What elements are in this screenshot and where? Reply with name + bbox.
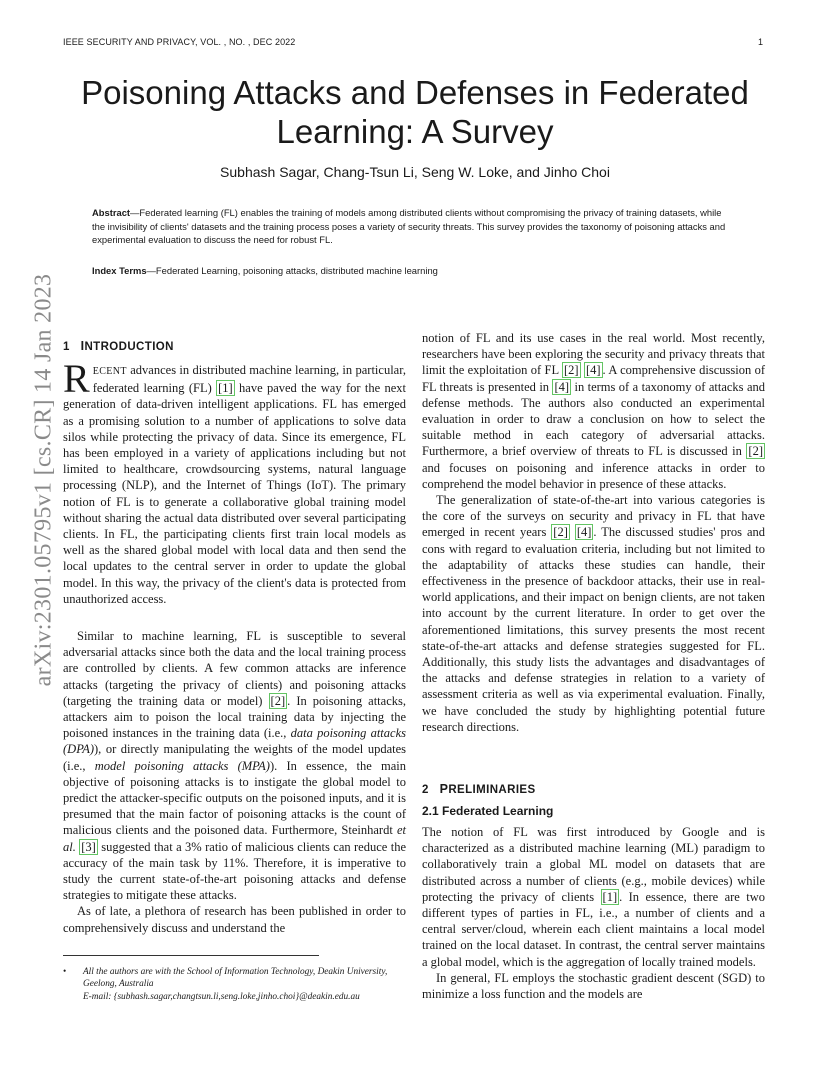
- emphasis: model poisoning attacks (MPA): [94, 758, 270, 773]
- footnote-rule: [63, 955, 319, 956]
- abstract: [92, 206, 732, 247]
- right-column-top: [422, 330, 765, 735]
- abstract-text: —Federated learning (FL) enables the training of models among distributed clients without compromising the privacy of training datasets, while the invisibility of clients' datasets and the training process poses a variety of security threats. This survey provides the taxonomy of poisoning attacks and experimental evaluation to discuss the need for robust FL.: [92, 207, 726, 246]
- paragraph: [422, 492, 765, 735]
- drop-cap: R: [63, 356, 90, 401]
- citation-link[interactable]: [2]: [553, 525, 568, 540]
- paragraph: [422, 330, 765, 492]
- running-head: IEEE SECURITY AND PRIVACY, VOL. , NO. , DEC 2022: [63, 37, 296, 47]
- text-run: in terms of a taxonomy of attacks and defense methods. The authors also conducted an experimental evaluation in order to draw a conclusion on how to select the suitable method in each category of adversarial attacks. Furthermore, a brief overview of threats to FL is discussed in: [422, 379, 765, 459]
- footnote-email: E-mail: {subhash.sagar,changtsun.li,seng.loke,jinho.choi}@deakin.edu.au: [83, 991, 360, 1002]
- citation-link[interactable]: [2]: [564, 363, 579, 378]
- citation-link[interactable]: [3]: [81, 839, 96, 854]
- text-run: advances in distributed machine learning, in particular, federated learning (FL): [92, 363, 406, 396]
- author-list: Subhash Sagar, Chang-Tsun Li, Seng W. Loke, and Jinho Choi: [220, 164, 610, 180]
- small-caps-word: ECENT: [92, 366, 127, 377]
- citation-link[interactable]: [4]: [585, 363, 601, 378]
- text-run: suggested that a 3% ratio of malicious clients can reduce the accuracy of the main task by 11%. Therefore, it is imperative to study the current state-of-the-art poisoning attacks and defense strategies to mitigate these attacks.: [63, 839, 406, 903]
- subsection-heading-federated-learning: 2.1 Federated Learning: [422, 804, 554, 818]
- left-column-bottom: [63, 628, 406, 936]
- abstract-label: Abstract: [92, 207, 131, 218]
- text-run: . In poisoning attacks, attackers aim to poison the local training data by injecting the poisoned instances in the training data (i.e.,: [63, 693, 406, 741]
- text-run: Similar to machine learning, FL is susceptible to several adversarial attacks since both the data and the local training process are controlled by clients. A few common attacks are inference attacks (targeting the privacy of clients) and poisoning attacks (targeting the training data or model): [63, 629, 406, 708]
- paragraph: As of late, a plethora of research has been published in order to comprehensively discuss and understand the: [63, 904, 406, 935]
- section-title-rest: RELIMINARIES: [448, 784, 536, 796]
- section-title-rest: NTRODUCTION: [84, 341, 174, 353]
- footnote-bullet: •: [63, 967, 67, 977]
- paragraph: [63, 628, 406, 903]
- text-run: ), or directly manipulating the weights of the model updates (i.e.,: [63, 742, 406, 773]
- text-run: The generalization of state-of-the-art into various categories is the core of the surveys on security and privacy in FL that have emerged in recent years: [422, 493, 765, 540]
- footnote: [63, 966, 423, 1003]
- index-terms: [92, 264, 732, 278]
- section-title-cap: P: [439, 782, 449, 796]
- citation-link[interactable]: [4]: [576, 525, 592, 540]
- citation-link[interactable]: [4]: [554, 379, 570, 394]
- right-column-bottom: [422, 824, 765, 1002]
- paragraph: [422, 824, 765, 970]
- section-number: 2: [422, 784, 429, 796]
- paper-title: Poisoning Attacks and Defenses in Federated Learning: A Survey: [81, 74, 749, 150]
- citation-link[interactable]: [1]: [218, 381, 233, 396]
- left-column-top: [63, 356, 407, 607]
- text-run: and focuses on poisoning and inference attacks in order to comprehend the model behavior in presence of these attacks.: [422, 460, 765, 491]
- section-heading-preliminaries: [422, 782, 536, 796]
- citation-link[interactable]: [1]: [602, 889, 618, 904]
- footnote-affiliation: All the authors are with the School of Information Technology, Deakin University, Geelong, Australia: [83, 967, 388, 990]
- text-run: have paved the way for the next generation of data-driven intelligent applications. FL has emerged as a promising solution to a number of applications to solve data silos while protecting the privacy of data. Since its emergence, FL has been employed in a variety of applications including but not limited to healthcare, crowdsourcing systems, natural language processing (NLP), and the Internet of Things (IoT). The primary notion of FL is to generate a collaborative global training model without sharing the actual data distributed over several participating clients. In FL, the participating clients first train local models as well as the shared global model with local data and then send the local updates to the central server in order to update the global model. In this way, the privacy of the client's data is protected from unauthorized access.: [63, 381, 407, 606]
- text-run: ). In essence, the main objective of poisoning attacks is to instigate the global model to predict the attacker-specific outputs on the poisoned inputs, and it is presumed that the main factor of poisoning attacks is the count of malicious clients and the poisoned data. Furthermore, Steinhardt: [63, 758, 406, 838]
- text-run: . In essence, there are two different types of parties in FL, i.e., a number of clients and a central server/cloud, wherein each client maintains a local model trained on the local dataset. In contrast, the central server maintains a global model, which is the aggregation of locally trained models.: [422, 889, 765, 969]
- text-run: notion of FL and its use cases in the real world. Most recently, researchers have been exploring the security and privacy threats that limit the exploitation of FL: [422, 331, 765, 378]
- index-terms-text: —Federated Learning, poisoning attacks, distributed machine learning: [146, 265, 438, 276]
- section-title-cap: I: [80, 339, 85, 353]
- paragraph: In general, FL employs the stochastic gradient descent (SGD) to minimize a loss function and the models are: [422, 970, 765, 1002]
- paragraph: [63, 356, 407, 607]
- text-run: The notion of FL was first introduced by Google and is characterized as a distributed machine learning (ML) paradigm to collaboratively train a global ML model on datasets that are distributed across a number of clients (e.g., mobile devices) while protecting the privacy of clients: [422, 825, 765, 904]
- section-number: 1: [63, 341, 70, 353]
- emphasis: et al.: [63, 823, 406, 854]
- section-heading-introduction: [63, 339, 174, 353]
- arxiv-side-stamp: arXiv:2301.05795v1 [cs.CR] 14 Jan 2023: [30, 273, 57, 687]
- page-number: 1: [758, 37, 764, 47]
- index-terms-label: Index Terms: [92, 265, 147, 276]
- citation-link[interactable]: [2]: [270, 693, 286, 708]
- text-run: . A comprehensive discussion of FL threats is presented in: [422, 363, 765, 394]
- citation-link[interactable]: [2]: [748, 444, 763, 459]
- emphasis: data poisoning attacks (DPA): [63, 726, 406, 757]
- text-run: . The discussed studies' pros and cons with regard to evaluation criteria, including but not limited to the adaptability of attacks these studies can handle, their effectiveness in the presence of backdoor attacks, their use in real-world applications, and their impact on benign clients, are not taken into account by the current literature. In order to get over the aforementioned limitations, this survey presents the most recent state-of-the-art attacks and defense strategies suggested for FL. Additionally, this study lists the advantages and disadvantages of the attacks and defense strategies in relation to a variety of assessment criteria as well as via experimental evaluation. Finally, we have concluded the study by highlighting potential future research directions.: [422, 525, 766, 734]
